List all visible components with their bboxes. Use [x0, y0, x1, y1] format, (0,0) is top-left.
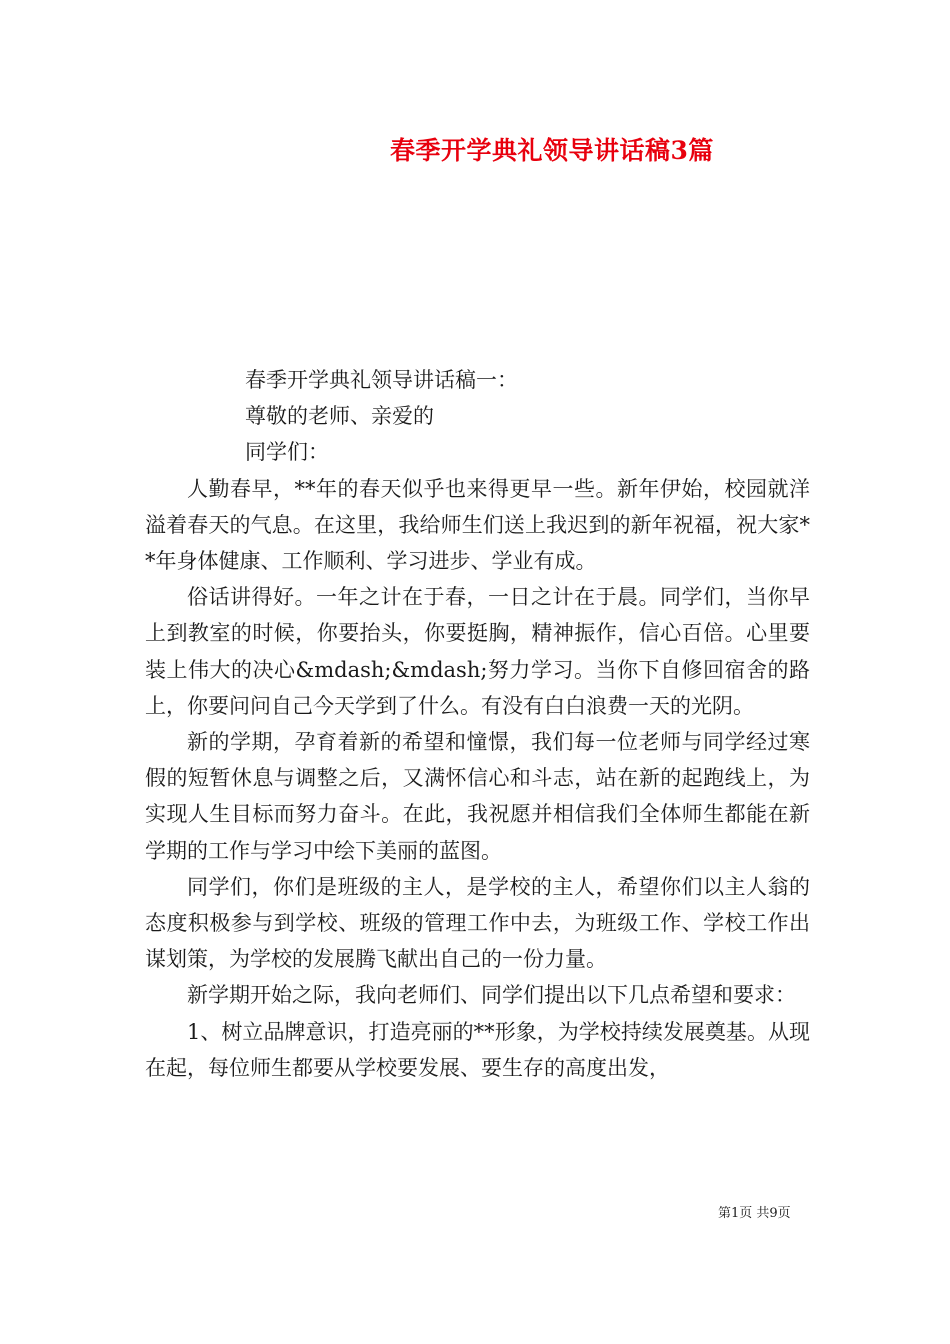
page-number-footer: 第1页 共9页 — [718, 1206, 791, 1221]
document-body — [145, 362, 810, 1086]
paragraph-2: 俗话讲得好。一年之计在于春，一日之计在于晨。同学们，当你早上到教室的时候，你要抬头，你要挺胸，精神振作，信心百倍。心里要装上伟大的决心&mdash;&mdash;努力学习。当你下自修回宿舍的路上，你要问问自己今天学到了什么。有没有白白浪费一天的光阴。 — [145, 585, 810, 718]
document-title: 春季开学典礼领导讲话稿3篇 — [390, 136, 714, 165]
paragraph-4: 同学们，你们是班级的主人，是学校的主人，希望你们以主人翁的态度积极参与到学校、班级的管理工作中去，为班级工作、学校工作出谋划策，为学校的发展腾飞献出自己的一份力量。 — [145, 874, 810, 972]
paragraph-6: 1、树立品牌意识，打造亮丽的**形象，为学校持续发展奠基。从现在起，每位师生都要从学校要发展、要生存的高度出发， — [145, 1019, 810, 1080]
paragraph-5: 新学期开始之际，我向老师们、同学们提出以下几点希望和要求： — [187, 983, 796, 1008]
salutation-line-2: 同学们： — [245, 440, 329, 465]
paragraph-3: 新的学期，孕育着新的希望和憧憬，我们每一位老师与同学经过寒假的短暂休息与调整之后，又满怀信心和斗志，站在新的起跑线上，为实现人生目标而努力奋斗。在此，我祝愿并相信我们全体师生都能在新学期的工作与学习中绘下美丽的蓝图。 — [145, 730, 810, 863]
section-heading: 春季开学典礼领导讲话稿一： — [245, 368, 518, 392]
salutation-line-1: 尊敬的老师、亲爱的 — [245, 404, 434, 429]
paragraph-1: 人勤春早，**年的春天似乎也来得更早一些。新年伊始，校园就洋溢着春天的气息。在这里，我给师生们送上我迟到的新年祝福，祝大家**年身体健康、工作顺利、学习进步、学业有成。 — [145, 476, 810, 574]
